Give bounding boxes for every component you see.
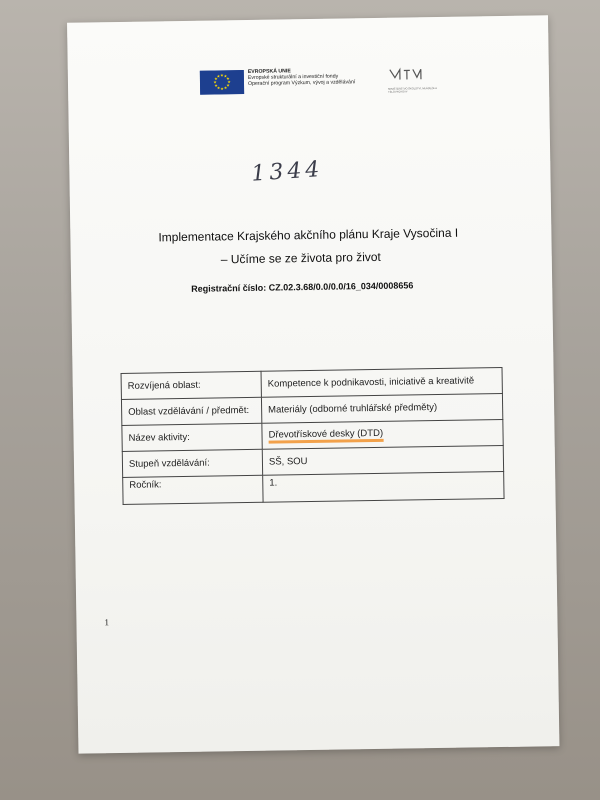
handwritten-number: 1344 — [250, 156, 325, 187]
msmt-logo — [388, 65, 448, 96]
msmt-logo-mark — [388, 65, 426, 88]
logo-header — [200, 65, 450, 99]
eu-line-3: Operační program Výzkum, vývoj a vzdělávání — [247, 79, 356, 88]
row-value: 1. — [263, 471, 504, 502]
svg-text:★: ★ — [213, 79, 217, 85]
row-label: Oblast vzdělávání / předmět: — [121, 397, 261, 425]
svg-text:★: ★ — [220, 86, 224, 92]
highlighted-activity-name: Dřevotřískové desky (DTD) — [268, 427, 383, 443]
svg-text:★: ★ — [214, 76, 218, 82]
svg-text:★: ★ — [223, 85, 228, 91]
row-label: Rozvíjená oblast: — [121, 371, 261, 399]
svg-text:★: ★ — [220, 72, 224, 78]
svg-text:★: ★ — [214, 82, 218, 88]
row-label: Stupeň vzdělávání: — [122, 449, 262, 477]
eu-line-2: Evropské strukturální a investiční fondy — [247, 73, 339, 82]
document-title-line2: – Učíme se ze života pro život — [220, 249, 381, 267]
eu-flag-logo — [200, 70, 244, 95]
svg-text:★: ★ — [216, 73, 221, 79]
row-value-cell — [262, 419, 503, 449]
registration-number: Registrační číslo: CZ.02.3.68/0.0/0.0/16_034/0008656 — [191, 280, 414, 294]
row-value: Materiály (odborné truhlářské předměty) — [261, 393, 502, 423]
svg-text:★: ★ — [223, 73, 228, 79]
row-value: Kompetence k podnikavosti, iniciativě a kreativitě — [261, 367, 502, 397]
svg-text:★: ★ — [226, 75, 230, 81]
row-label: Název aktivity: — [122, 423, 262, 451]
eu-program-text — [248, 67, 368, 87]
svg-text:★: ★ — [227, 79, 231, 85]
row-label: Ročník: — [123, 475, 263, 504]
svg-text:★: ★ — [226, 82, 230, 88]
msmt-caption: MINISTERSTVO ŠKOLSTVÍ, MLÁDEŽE A TĚLOVÝCHOVY — [388, 86, 437, 94]
document-title-line1: Implementace Krajského akčního plánu Kraje Vysočina I — [158, 225, 459, 245]
page-number: 1 — [104, 617, 110, 628]
row-value: SŠ, SOU — [262, 445, 503, 475]
eu-line-1: EVROPSKÁ UNIE — [247, 68, 291, 75]
paper-sheet — [67, 15, 559, 753]
table-row — [123, 471, 504, 504]
svg-text:★: ★ — [216, 85, 221, 91]
activity-info-table — [121, 367, 505, 505]
